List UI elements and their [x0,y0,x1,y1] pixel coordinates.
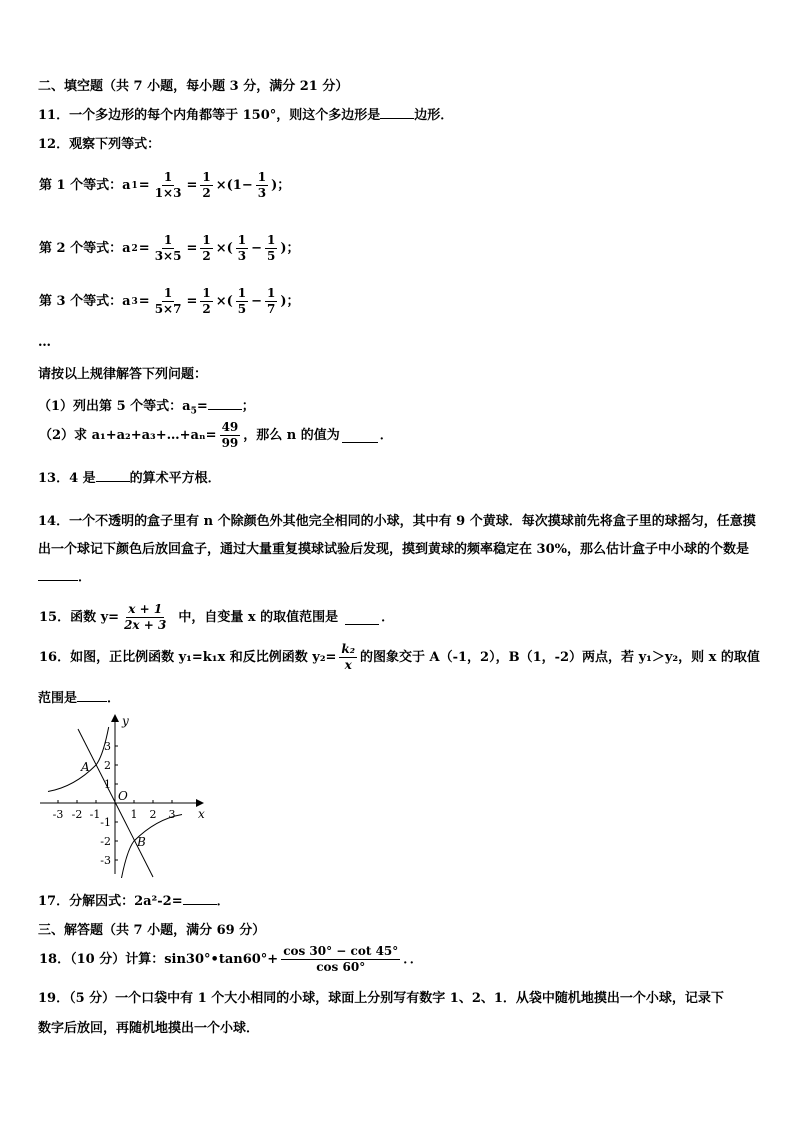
section3-title: 三、解答题（共 7 小题，满分 69 分） [38,923,266,938]
point-b-label: B [137,835,146,849]
x-tick: 1 [130,808,138,821]
x-tick: -1 [89,808,101,821]
point-a-label: A [81,760,90,774]
x-tick: -3 [52,808,64,821]
origin-label: O [118,789,128,803]
ellipsis: … [38,335,51,350]
equation-3: 第 3 个等式：a 3 = $\frac{1}{5\times 7}$ = $\frac{1}{2}$ ×( $\frac{1}{5}$ − $\frac{1}{7}$ )； [39,286,300,316]
question-15: 15．函数 y= $\frac{x + 1}{2x + 3}$ 中，自变量 x 的取值范围是 ． [39,602,395,632]
x-tick: 3 [168,808,176,821]
question-12-intro: 12．观察下列等式： [38,137,161,152]
y-tick: -2 [100,835,111,848]
hyperbola-branch-left [48,727,109,792]
question-16: 16．如图，正比例函数 y₁=k₁x 和反比例函数 y₂= $\frac{\text{k₂}}{x}$ 的图象交于 A（-1，2），B（1，-2）两点，若 y₁＞y₂，则 x 的取值 [39,642,760,672]
section2-title: 二、填空题（共 7 小题，每小题 3 分，满分 21 分） [38,79,349,94]
x-axis-label: x [198,807,205,821]
question-14: 14．一个不透明的盒子里有 n 个除颜色外其他完全相同的小球，其中有 9 个黄球．每次摸球前先将盒子里的球摇匀，任意摸出一个球记下颜色后放回盒子，通过大量重复摸球试验后发现，摸到黄球的频率稳定在 30%，那么估计盒子中小球的个数是． [38,514,756,585]
x-axis-arrow [196,799,204,807]
x-tick: 2 [149,808,157,821]
y-tick: -3 [100,854,111,867]
question-16-line2: 范围是 ． [38,688,120,708]
y-tick: 3 [104,740,111,753]
question-18: 18．（10 分）计算：sin30°•tan60°+ $\frac{\cos 30^\circ - \cot 45^\circ}{\cos 60^\circ}$ ．． [39,944,423,974]
x-tick: -2 [71,808,83,821]
hyperbola-branch-right [121,815,182,879]
y-tick: 2 [104,759,111,772]
question-11: 11．一个多边形的每个内角都等于 150°，则这个多边形是 边形． [38,105,453,125]
question-17: 17．分解因式：2a²-2= ． [38,891,230,911]
question-19-line1: 19．（5 分）一个口袋中有 1 个大小相同的小球，球面上分别写有数字 1、2、1．从袋中随机地摸出一个小球，记录下 [38,991,724,1006]
y-tick: 1 [104,778,111,791]
equation-2: 第 2 个等式：a 2 = $\frac{1}{3\times 5}$ = $\frac{1}{2}$ ×( $\frac{1}{3}$ − $\frac{1}{5}$ )； [39,233,300,263]
y-tick: -1 [100,816,111,829]
y-axis-label: y [122,714,129,728]
question-13: 13．4 是 的算术平方根． [38,468,221,488]
equation-1: 第 1 个等式：a 1 = $\frac{1}{1\times 3}$ = $\frac{1}{2}$ ×(1− $\frac{1}{3}$ )； [39,170,291,200]
question-12-ask: 请按以上规律解答下列问题： [38,367,208,382]
y-axis-arrow [111,714,119,722]
question-12-part1: （1）列出第 5 个等式：$a_5=$ ； [38,396,255,421]
question-12-part2: （2）求 a₁+a₂+a₃+…+aₙ= $\frac{49}{99}$ ，那么 n 的值为 ． [39,420,393,450]
function-graph [36,712,208,878]
question-19-line2: 数字后放回，再随机地摸出一个小球． [38,1021,260,1036]
